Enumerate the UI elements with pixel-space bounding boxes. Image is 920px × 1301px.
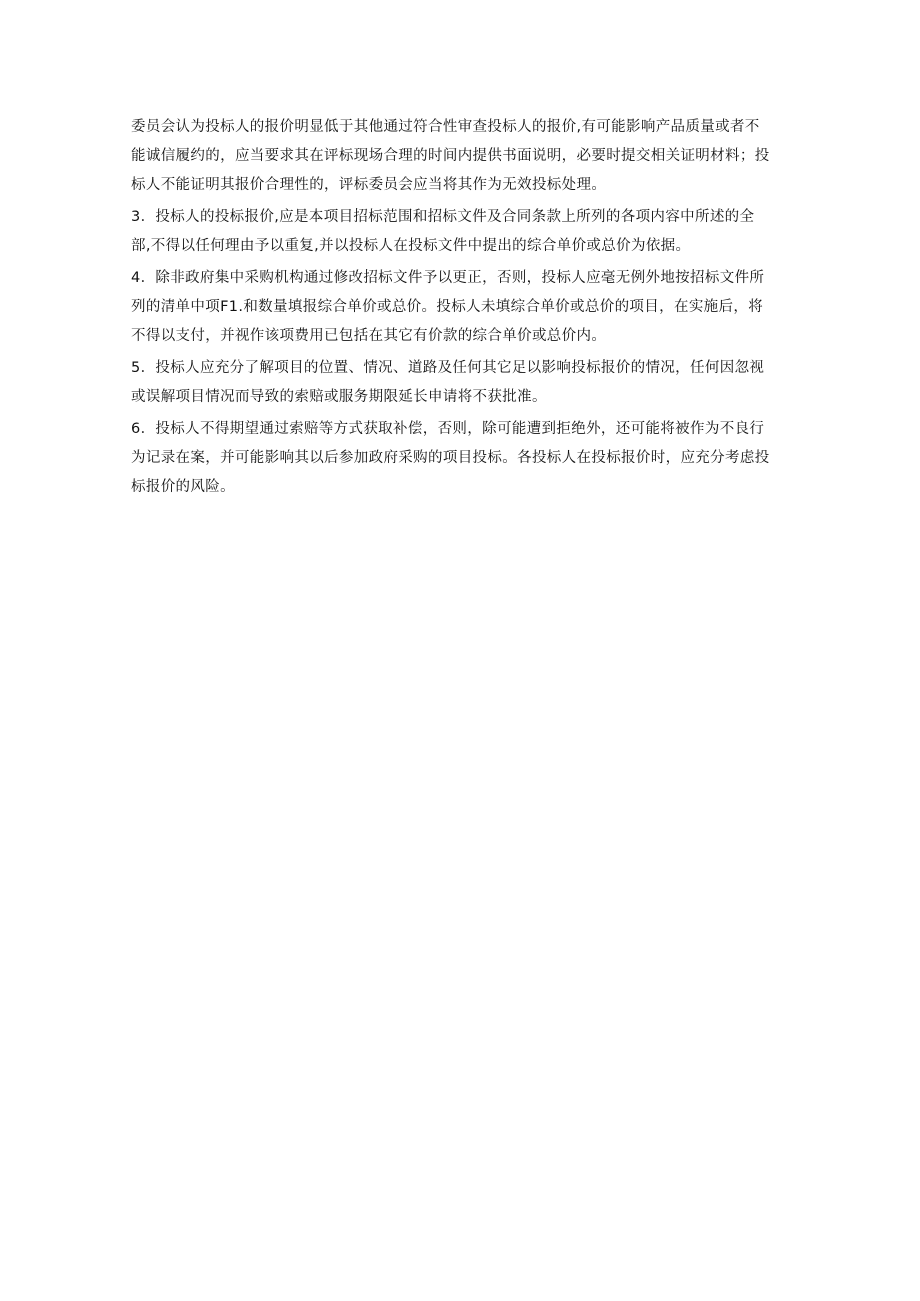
paragraph-evaluation-committee — [131, 113, 793, 200]
paragraph-line: 委员会认为投标人的报价明显低于其他通过符合性审查投标人的报价,有可能影响产品质量或者不 — [131, 119, 760, 135]
paragraph-line: 部,不得以任何理由予以重复,并以投标人在投标文件中提出的综合单价或总价为依据。 — [131, 238, 691, 254]
paragraph-line: 列的清单中项F1.和数量填报综合单价或总价。投标人未填综合单价或总价的项目，在实施后，将 — [131, 299, 764, 315]
document-body — [131, 113, 793, 505]
paragraph-item-3 — [131, 203, 793, 261]
paragraph-item-6 — [131, 415, 793, 502]
paragraph-line: 为记录在案，并可能影响其以后参加政府采购的项目投标。各投标人在投标报价时，应充分考虑投 — [131, 450, 770, 466]
paragraph-line: 或误解项目情况而导致的索赔或服务期限延长申请将不获批准。 — [131, 389, 547, 405]
paragraph-line: 5．投标人应充分了解项目的位置、情况、道路及任何其它足以影响投标报价的情况，任何因忽视 — [131, 360, 765, 376]
paragraph-item-5 — [131, 354, 793, 412]
paragraph-line: 4．除非政府集中采购机构通过修改招标文件予以更正，否则，投标人应毫无例外地按招标文件所 — [131, 270, 765, 286]
paragraph-line: 不得以支付，并视作该项费用已包括在其它有价款的综合单价或总价内。 — [131, 328, 607, 344]
paragraph-line: 6．投标人不得期望通过索赔等方式获取补偿，否则，除可能遭到拒绝外，还可能将被作为不良行 — [131, 421, 765, 437]
paragraph-line: 标人不能证明其报价合理性的，评标委员会应当将其作为无效投标处理。 — [131, 177, 607, 193]
paragraph-line: 3．投标人的投标报价,应是本项目招标范围和招标文件及合同条款上所列的各项内容中所述的全 — [131, 209, 755, 225]
paragraph-line: 能诚信履约的，应当要求其在评标现场合理的时间内提供书面说明，必要时提交相关证明材料；投 — [131, 148, 770, 164]
paragraph-item-4 — [131, 264, 793, 351]
paragraph-line: 标报价的风险。 — [131, 479, 235, 495]
